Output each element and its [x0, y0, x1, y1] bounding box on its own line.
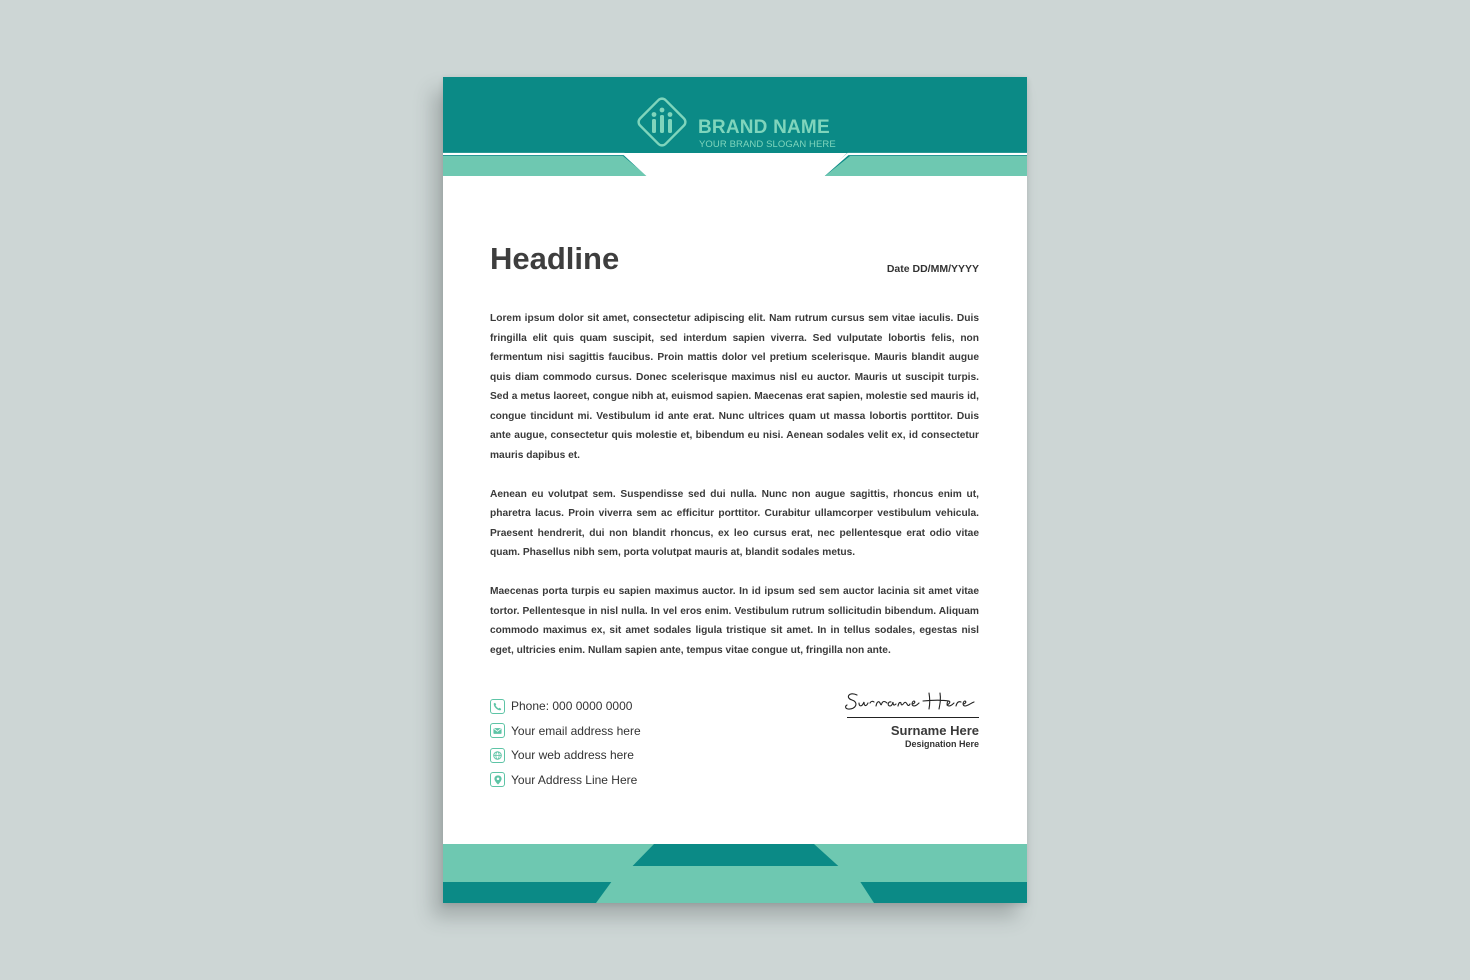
brand-name: BRAND NAME	[698, 117, 830, 138]
footer-band	[443, 844, 1027, 903]
paragraph: Aenean eu volutpat sem. Suspendisse sed dui nulla. Nunc non augue sagittis, rhoncus enim ut, pharetra lacus. Proin viverra sem ac efficitur porttitor. Curabitur ullamcorper vestibulum vehicula. Praesent hendrerit, dui non blandit rhoncus, ex leo cursus erat, nec pellentesque erat odio vitae quam. Phasellus nibh sem, porta volutpat mauris at, blandit sodales metus.	[490, 488, 979, 558]
header-band-light-right	[825, 156, 1027, 176]
date-field: Date DD/MM/YYYY	[886, 263, 979, 275]
page-title: Headline	[490, 241, 620, 276]
letter-body	[490, 309, 979, 680]
header-band-light-left	[443, 156, 647, 176]
brand-logo	[631, 90, 853, 154]
handwritten-signature	[843, 689, 979, 717]
signer-designation: Designation Here	[904, 739, 979, 750]
contact-phone: Phone: 000 0000 0000	[511, 699, 633, 714]
letterhead-page	[443, 77, 1027, 903]
header-band-white-notch	[624, 153, 847, 176]
contact-item	[490, 743, 710, 768]
contact-item	[490, 719, 710, 744]
contact-item	[490, 768, 710, 793]
contact-address: Your Address Line Here	[511, 772, 638, 787]
signature-block	[839, 689, 979, 749]
paragraph: Maecenas porta turpis eu sapien maximus auctor. In id ipsum sed sem auctor lacinia sit amet vitae tortor. Pellentesque in nisl nulla. In vel eros enim. Vestibulum rutrum sollicitudin bibendum. Aliquam commodo maximus ex, sit amet sodales ligula tristique sit amet. In in tellus sodales, egestas nisl eget, ultricies enim. Nullam sapien ante, tempus vitae congue ut, fringilla non ante.	[490, 586, 979, 656]
brand-slogan: YOUR BRAND SLOGAN HERE	[699, 139, 836, 150]
signer-name: Surname Here	[890, 723, 979, 739]
contact-item	[490, 694, 710, 719]
paragraph: Lorem ipsum dolor sit amet, consectetur adipiscing elit. Nam rutrum cursus sem vitae iaculis. Duis fringilla elit quis quam suscipit, sed interdum sapien viverra. Sed vulputate lobortis felis, non fermentum nisi sagittis faucibus. Proin mattis dolor vel pretium scelerisque. Mauris blandit augue quis diam commodo cursus. Donec scelerisque maximus nisl eu auctor. Mauris ut suscipit turpis. Sed a metus laoreet, congue nibh at, euismod sapien. Maecenas erat sapien, molestie sed mauris id, congue tincidunt mi. Vestibulum id ante erat. Nunc ultrices quam ut massa lobortis porttitor. Duis ante augue, consectetur quis molestie et, bibendum eu nisi. Aenean sodales velit ex, id consectetur mauris dapibus et.	[490, 313, 979, 461]
email-icon	[490, 723, 505, 738]
footer-band-light-center	[596, 866, 874, 903]
signature-line	[847, 717, 979, 718]
contact-list	[490, 694, 710, 792]
phone-icon	[490, 699, 505, 714]
contact-email: Your email address here	[511, 723, 641, 738]
globe-icon	[490, 748, 505, 763]
brand-logo-mark	[631, 91, 693, 153]
location-pin-icon	[490, 772, 505, 787]
contact-web: Your web address here	[511, 748, 634, 763]
